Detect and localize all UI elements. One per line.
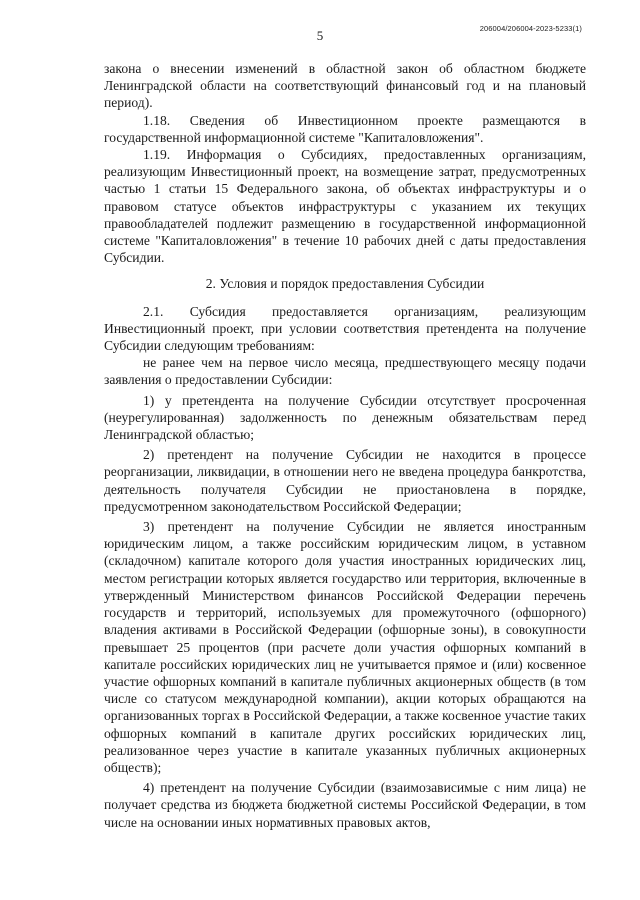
requirement-item-3: 3) претендент на получение Субсидии не является иностранным юридическим лицом, а также российским юридическим лицом, в уставном (складочном) капитале которого доля участия иностранных юридических лиц, местом регистрации которых является государство или территория, включенные в утвержденный Министерством финансов Российской Федерации перечень государств и территорий, используемых для промежуточного (офшорного) владения активами в Российской Федерации (офшорные зоны), в совокупности превышает 25 процентов (при расчете доли участия офшорных компаний в капитале российских юридических лиц не учитывается прямое и (или) косвенное участие офшорных компаний в капитале публичных акционерных обществ (в том числе со статусом международной компании), акции которых обращаются на организованных торгах в Российской Федерации, а также косвенное участие таких офшорных компаний в капитале других российских юридических лиц, реализованное через участие в капитале указанных публичных акционерных обществ); — [104, 519, 586, 775]
paragraph-1-18: 1.18. Сведения об Инвестиционном проекте размещаются в государственной информационной системе "Капиталовложения". — [104, 112, 586, 145]
requirement-item-2: 2) претендент на получение Субсидии не находится в процессе реорганизации, ликвидации, в отношении него не введена процедура банкротства, деятельность получателя Субсидии не приостановлена в порядке, предусмотренном законодательством Российской Федерации; — [104, 447, 586, 514]
paragraph-1-19: 1.19. Информация о Субсидиях, предоставленных организациям, реализующим Инвестиционный проект, на возмещение затрат, предусмотренных частью 1 статьи 15 Федерального закона, об объектах инфраструктуры и о правовом статусе объектов инфраструктуры с указанием их текущих правообладателей подлежит размещению в государственной информационной системе "Капиталовложения" в течение 10 рабочих дней с даты предоставления Субсидии. — [104, 147, 586, 266]
document-id: 206004/206004-2023-5233(1) — [479, 24, 582, 33]
paragraph-deadline: не ранее чем на первое число месяца, предшествующего месяцу подачи заявления о предоставлении Субсидии: — [104, 355, 586, 388]
document-body — [104, 60, 586, 831]
requirement-item-1: 1) у претендента на получение Субсидии отсутствует просроченная (неурегулированная) задолженность по денежным обязательствам перед Ленинградской областью; — [104, 392, 586, 443]
page-number: 5 — [316, 28, 324, 43]
requirement-item-4: 4) претендент на получение Субсидии (взаимозависимые с ним лица) не получает средства из бюджета бюджетной системы Российской Федерации, в том числе на основании иных нормативных правовых актов, — [104, 780, 586, 830]
paragraph-continuation: закона о внесении изменений в областной закон об областном бюджете Ленинградской области на соответствующий финансовый год и на плановый период). — [104, 61, 586, 111]
section-heading: 2. Условия и порядок предоставления Субсидии — [205, 276, 485, 292]
paragraph-2-1: 2.1. Субсидия предоставляется организациям, реализующим Инвестиционный проект, при условии соответствия претендента на получение Субсидии следующим требованиям: — [104, 303, 586, 354]
